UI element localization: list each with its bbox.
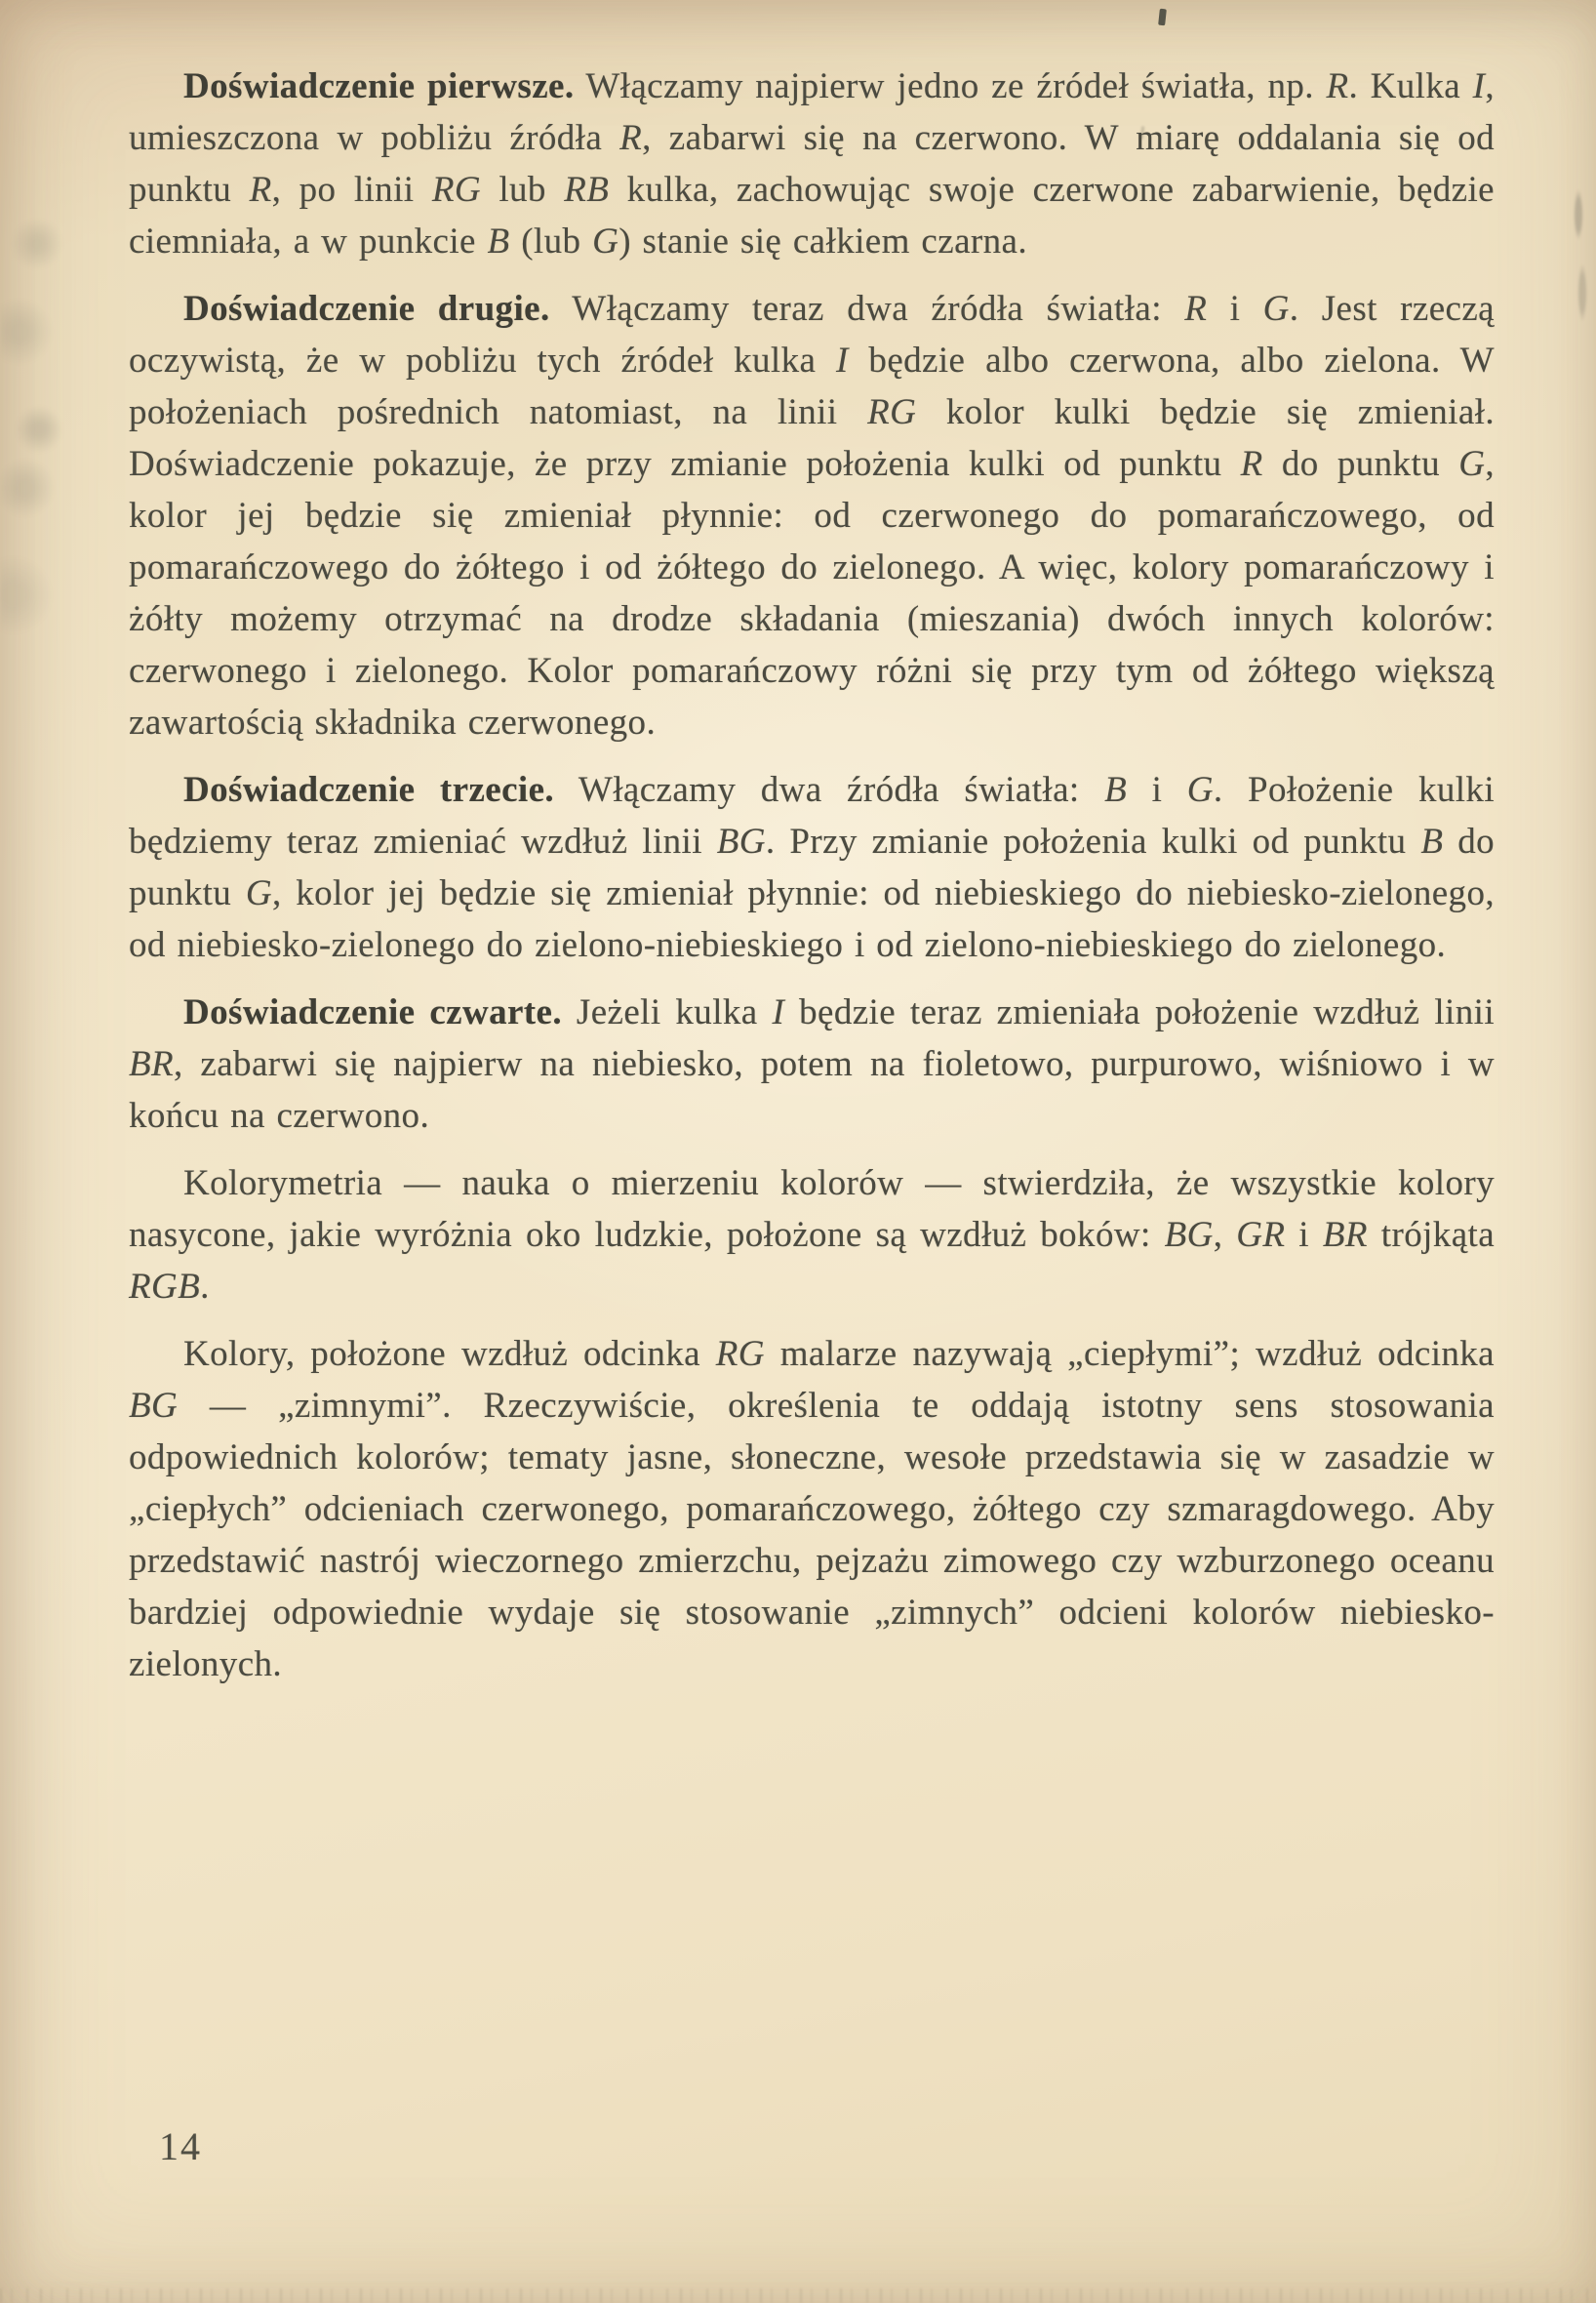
text-run: , kolor jej będzie się zmieniał płynnie: od czerwonego do pomarańczowego, od pomarańczowego do żółtego i od żółtego do zielonego. A więc, kolory pomarańczowy i żółty możemy otrzymać na drodze składania (mieszania) dwóch innych kolorów: czerwonego i zielonego. Kolor pomarańczowy różni się przy tym od żółtego większą zawartością składnika czerwonego. [129, 444, 1495, 743]
text-run: BG [1164, 1215, 1214, 1255]
text-run: . Położenie kulki będziemy teraz zmieniać wzdłuż linii [129, 770, 1496, 862]
text-run: . [200, 1267, 210, 1307]
text-run: I [772, 992, 785, 1032]
scan-smudge-right [1528, 166, 1596, 420]
text-run: Włączamy teraz dwa źródła światła: [549, 289, 1185, 329]
text-run: Doświadczenie drugie. [183, 289, 550, 329]
text-run: . Kulka [1348, 66, 1473, 106]
text-run: Włączamy najpierw jedno ze źródeł światła, np. [574, 66, 1327, 106]
text-run: trójkąta [1367, 1215, 1496, 1255]
text-run: , kolor jej będzie się zmieniał płynnie: od niebieskiego do niebiesko-zielonego, od niebiesko-zielonego do zielono-niebieskiego i od zielono-niebieskiego do zielonego. [129, 873, 1495, 965]
text-run: BG [716, 822, 766, 862]
text-run: RB [564, 170, 610, 210]
text-run: BG [129, 1386, 179, 1426]
text-run: G [1458, 444, 1486, 484]
text-run: R [619, 118, 643, 158]
text-run: , zabarwi się najpierw na niebiesko, potem na fioletowo, purpurowo, wiśniowo i w końcu na czerwono. [129, 1044, 1495, 1136]
text-run: . Jest rzeczą oczywistą, że w pobliżu tych źródeł kulka [129, 289, 1495, 381]
text-run: . Przy zmianie położenia kulki od punktu [765, 822, 1421, 862]
text-run: Doświadczenie czwarte. [183, 992, 563, 1032]
text-run: R [1326, 66, 1349, 106]
text-run: RG [715, 1334, 765, 1374]
page-number: 14 [159, 2124, 202, 2168]
text-run: GR [1236, 1215, 1286, 1255]
text-run: i [1285, 1215, 1323, 1255]
ink-speck [1158, 9, 1167, 26]
text-run: , umieszczona w pobliżu źródła [129, 66, 1496, 158]
text-run: RGB [129, 1267, 201, 1307]
scan-edge-artifact [0, 2288, 1596, 2303]
text-run: do punktu [1262, 444, 1459, 484]
text-run: R [249, 170, 272, 210]
text-run: i [1207, 289, 1263, 329]
text-run: Włączamy dwa źródła światła: [554, 770, 1105, 810]
text-run: Jeżeli kulka [562, 992, 773, 1032]
paragraph-6 [129, 1328, 1495, 1690]
text-run: , [1213, 1215, 1237, 1255]
text-run: B [1420, 822, 1444, 862]
text-run: , zabarwi się na czerwono. W miarę oddalania się od punktu [129, 118, 1495, 210]
text-run: (lub [509, 222, 593, 262]
text-run: BR [1322, 1215, 1368, 1255]
text-run: BR [129, 1044, 175, 1084]
text-run: będzie albo czerwona, albo zielona. W położeniach pośrednich natomiast, na linii [129, 341, 1495, 432]
paragraph-5 [129, 1157, 1495, 1313]
text-run: będzie teraz zmieniała położenie wzdłuż linii [784, 992, 1496, 1032]
text-run: lub [480, 170, 565, 210]
paragraph-3 [129, 764, 1495, 971]
text-run: do punktu [129, 822, 1495, 913]
text-run: G [592, 222, 619, 262]
text-run: , po linii [271, 170, 432, 210]
text-run: RG [431, 170, 481, 210]
text-run: RG [867, 392, 917, 432]
text-run: Doświadczenie trzecie. [183, 770, 555, 810]
text-run: — „zimnymi”. Rzeczywiście, określenia te oddają istotny sens stosowania odpowiednich kolorów; tematy jasne, słoneczne, wesołe przedstawia się w zasadzie w „ciepłych” odcieniach czerwonego, pomarańczowego, żółtego czy szmaragdowego. Aby przedstawić nastrój wieczornego zmierzchu, pejzażu zimowego czy wzburzonego oceanu bardziej odpowiednie wydaje się stosowanie „zimnych” odcieni kolorów niebiesko-zielonych. [129, 1386, 1495, 1684]
text-run: I [836, 341, 849, 381]
text-run: kulka, zachowując swoje czerwone zabarwienie, będzie ciemniała, a w punkcie [129, 170, 1495, 262]
text-run: G [1186, 770, 1214, 810]
text-run: malarze nazywają „ciepłymi”; wzdłuż odcinka [764, 1334, 1496, 1374]
text-run: B [487, 222, 510, 262]
text-run: G [245, 873, 272, 913]
text-run: R [1240, 444, 1263, 484]
paragraph-4 [129, 987, 1495, 1142]
text-run: kolor kulki będzie się zmieniał. Doświadczenie pokazuje, że przy zmianie położenia kulki od punktu [129, 392, 1495, 484]
text-run: i [1127, 770, 1187, 810]
paragraph-2 [129, 283, 1495, 748]
text-run: Kolory, położone wzdłuż odcinka [183, 1334, 716, 1374]
text-run: Doświadczenie pierwsze. [183, 66, 575, 106]
text-run: I [1472, 66, 1486, 106]
text-run: Kolorymetria — nauka o mierzeniu kolorów — stwierdziła, że wszystkie kolory nasycone, jakie wyróżnia oko ludzkie, położone są wzdłuż boków: [129, 1163, 1495, 1255]
scan-smudge-left [0, 137, 107, 742]
text-run: B [1104, 770, 1128, 810]
text-run: R [1184, 289, 1208, 329]
paragraph-1 [129, 61, 1495, 267]
text-column [129, 61, 1495, 1706]
text-run: G [1262, 289, 1290, 329]
text-run: ) stanie się całkiem czarna. [618, 222, 1027, 262]
